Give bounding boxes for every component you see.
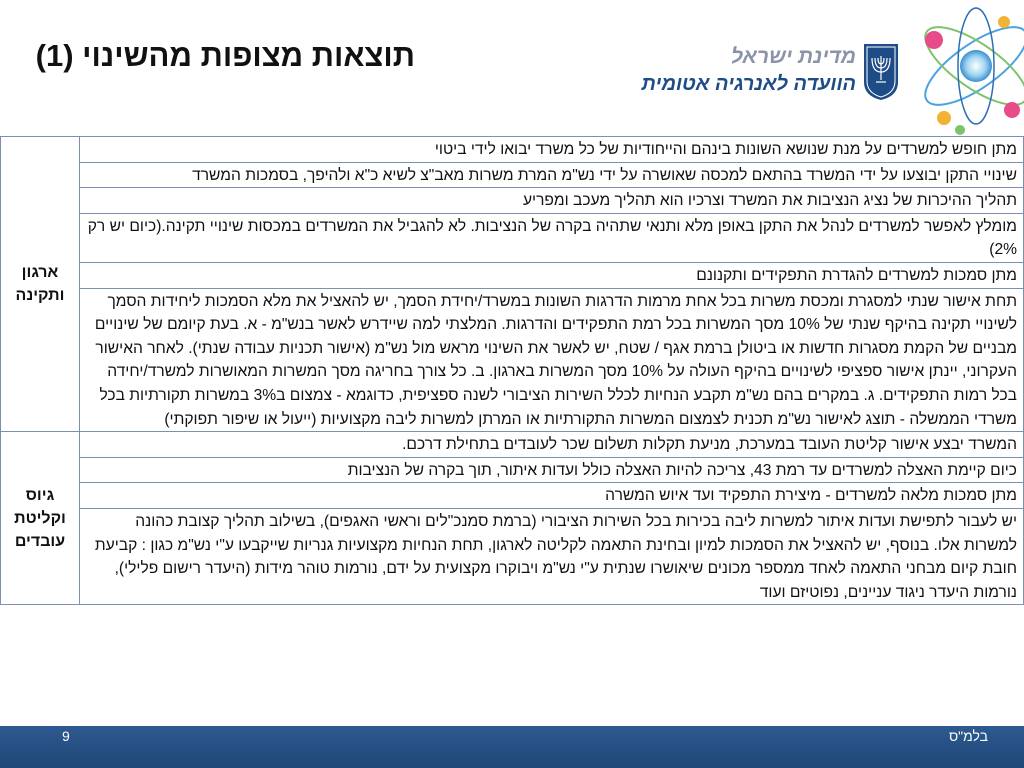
table-cell: מתן סמכות למשרדים להגדרת התפקידים ותקנונם	[80, 262, 1024, 288]
table-cell: כיום קיימת האצלה למשרדים עד רמת 43, צריכה להיות האצלה כולל ועדות איתור, תוך בקרה של הנציבות	[80, 457, 1024, 483]
organization-name	[641, 44, 856, 98]
slide-footer	[0, 726, 1024, 768]
table-row	[1, 213, 1024, 262]
table-cell: מומלץ לאפשר למשרדים לנהל את התקן באופן מלא ותנאי שתהיה בקרה של הנציבות. לא להגביל את המשרדים במכסות שינויי תקינה.(כיום יש רק 2%)	[80, 213, 1024, 262]
atom-icon	[904, 0, 1024, 140]
slide-header	[0, 0, 1024, 130]
table-row	[1, 137, 1024, 163]
table-cell: יש לעבור לתפישת ועדות איתור למשרות ליבה בכירות בכל השירות הציבורי (ברמת סמנכ"לים וראשי האגפים), בשילוב תהליך קצובת כהונה למשרות אלו. בנוסף, יש להאציל את הסמכות למיון ובחינת התאמה לקליטה לארגון, תחת הנחיות מקצועיות גנריות שייקבעו ע"י נש"מ כגון : קביעת חובת קיום מבחני התאמה לאחד ממספר מכונים שיאושרו שנתית ע"י נש"מ ויבוקרו מקצועית על ידם, נורמות טוהר מידות (היעדר רישום פלילי), נורמות היעדר ניגוד עניינים, נפוטיזם ועוד	[80, 508, 1024, 604]
content-table	[0, 136, 1024, 605]
table-cell: שינויי התקן יבוצעו על ידי המשרד בהתאם למכסה שאושרה על ידי נש"מ המרת משרות מאב"צ לשיא כ"א ולהיפך, בסמכות המשרד	[80, 162, 1024, 188]
category-organization: ארגון ותקינה	[1, 137, 80, 432]
state-emblem-icon	[862, 42, 900, 102]
table-row	[1, 483, 1024, 509]
table-row	[1, 508, 1024, 604]
table-cell: מתן סמכות מלאה למשרדים - מיצירת התפקיד ועד איוש המשרה	[80, 483, 1024, 509]
slide-title: תוצאות מצופות מהשינוי (1)	[35, 38, 415, 73]
page-number: 9	[62, 728, 70, 744]
table-cell: מתן חופש למשרדים על מנת שנושא השונות בינהם והייחודיות של כל משרד יבואו לידי ביטוי	[80, 137, 1024, 163]
table-row	[1, 188, 1024, 214]
classification-label: בלמ"ס	[949, 728, 988, 744]
table-cell: המשרד יבצע אישור קליטת העובד במערכת, מניעת תקלות תשלום שכר לעובדים בתחילת דרכם.	[80, 432, 1024, 458]
table-row	[1, 262, 1024, 288]
table-row	[1, 432, 1024, 458]
org-line-commission: הוועדה לאנרגיה אטומית	[641, 73, 856, 95]
table-cell: תהליך ההיכרות של נציג הנציבות את המשרד וצרכיו הוא תהליך מעכב ומפריע	[80, 188, 1024, 214]
category-recruitment: גיוס וקליטת עובדים	[1, 432, 80, 605]
table-cell: תחת אישור שנתי למסגרת ומכסת משרות בכל אחת מרמות הדרגות השונות במשרד/יחידת הסמך, יש להאציל את מלא הסמכות ליחידות הסמך לשינויי תקינה בהיקף שנתי של 10% מסך המשרות בכל רמת התפקידים והדרגות. המלצתי למה שיידרש לאשר בנש"מ - א. בעת קיומם של שינויים מבניים של הקמת מסגרות חדשות או ביטולן ברמת אגף / שטח, יש לאשר את השינוי מראש מול נש"מ (אישור תכניות עבודה שנתי). לאחר האישור העקרוני, יינתן אישור ספציפי לשינויים בהיקף העולה על 10% מסך המשרות בארגון. ב. כל צורך בחריגה מסך המשרות המאושרות למשרד/יחידה בכל רמות התפקידים. ג. במקרים בהם נש"מ תקבע הנחיות לכלל השירות הציבורי לשנה ספציפית, כדוגמא - צמצום ב3% במשרות תקורתיות בכל משרדי הממשלה - תוצג לאישור נש"מ תכנית לצמצום המשרות התקורתיות או המרתן למשרות ליבה מקצועיות (ייעול או שיפור תפוקתי)	[80, 288, 1024, 432]
table-row	[1, 288, 1024, 432]
table-row	[1, 162, 1024, 188]
table-row	[1, 457, 1024, 483]
org-line-state: מדינת ישראל	[730, 45, 856, 68]
